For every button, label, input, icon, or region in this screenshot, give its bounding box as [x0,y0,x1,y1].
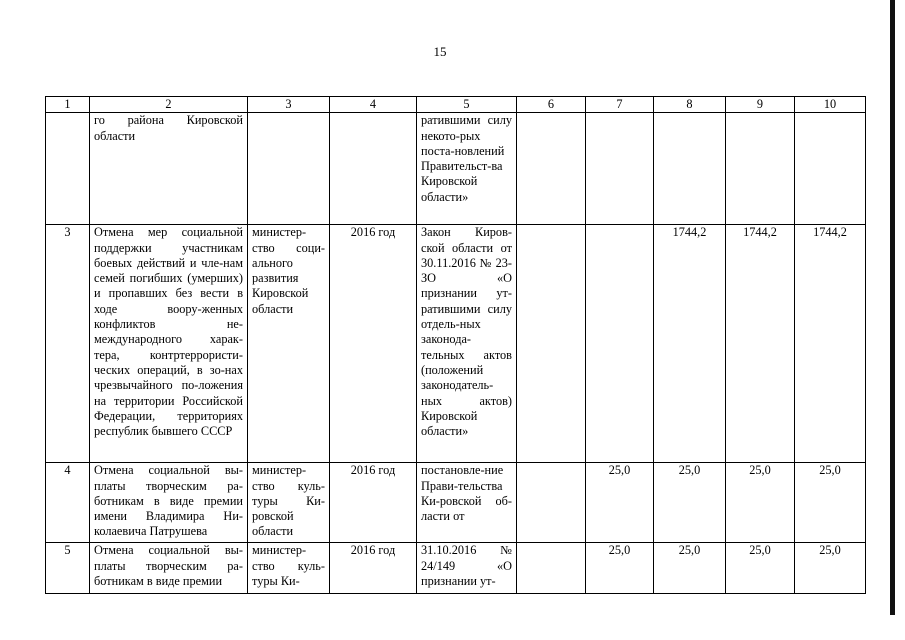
responsible-body-text: министер-ство куль-туры Ки- [252,543,325,588]
value-col6 [517,543,586,594]
header-cell: 4 [330,97,417,113]
value-col6 [517,225,586,463]
header-cell: 9 [726,97,795,113]
table-row [46,543,866,594]
table-row [46,225,866,463]
deadline: 2016 год [330,463,417,543]
value-col10-text: 25,0 [819,543,841,558]
value-col7-text: 25,0 [608,543,631,558]
table-row [46,113,866,225]
value-col7 [586,113,654,225]
value-col8: 1744,2 [654,225,726,463]
responsible-body: министер-ство куль-туры Ки-ровской области [248,463,330,543]
value-col7 [586,225,654,463]
value-col8 [654,543,726,594]
value-col10: 1744,2 [795,225,866,463]
value-col7: 25,0 [586,463,654,543]
page-number: 15 [433,44,447,59]
value-col8-text: 25,0 [678,543,701,558]
value-col8 [654,113,726,225]
measure-name: Отмена социальной вы-платы творческим ра-ботникам в виде премии имени Владимира Ни-колаевича Патрушева [90,463,248,543]
responsible-body [248,543,330,594]
value-col10: 25,0 [795,463,866,543]
responsible-body: министер-ство соци-ального развития Кировской области [248,225,330,463]
value-col9 [726,543,795,594]
row-number: 3 [46,225,90,463]
value-col9 [726,113,795,225]
scan-edge-bar [890,0,895,615]
value-col9-text: 25,0 [749,543,771,558]
measure-name: Отмена мер социальной поддержки участникам боевых действий и чле-нам семей погибших (умерших) и пропавших без вести в ходе воору-женных конфликтов не-международного харак-тера, контртеррористи-ческих операций, в зо-нах чрезвычайного по-ложения на территории Российской Федерации, территориях республик бывшего СССР [90,225,248,463]
legal-act: постановле-ние Прави-тельства Ки-ровской об-ласти от [417,463,517,543]
header-cell: 8 [654,97,726,113]
deadline: 2016 год [330,225,417,463]
value-col8: 25,0 [654,463,726,543]
value-col10 [795,113,866,225]
header-cell: 5 [417,97,517,113]
header-cell: 1 [46,97,90,113]
responsible-body [248,113,330,225]
deadline [330,113,417,225]
value-col9: 1744,2 [726,225,795,463]
value-col6 [517,113,586,225]
measures-table [45,96,866,594]
header-cell: 10 [795,97,866,113]
header-row [46,97,866,113]
value-col6 [517,463,586,543]
table-row [46,463,866,543]
measure-name [90,543,248,594]
measure-name: го района Кировской области [90,113,248,225]
row-number-text: 5 [64,543,71,558]
header-cell: 7 [586,97,654,113]
legal-act: ратившими силу некото-рых поста-новлений Правительст-ва Кировской области» [417,113,517,225]
legal-act [417,543,517,594]
deadline [330,543,417,594]
legal-act: Закон Киров-ской области от 30.11.2016 № 23-ЗО «О признании ут-ратившими силу отдель-ных законода-тельных актов (положений законодатель-ных актов) Кировской области» [417,225,517,463]
header-cell: 3 [248,97,330,113]
measure-name-text: Отмена социальной вы-платы творческим ра-ботникам в виде премии [94,543,243,588]
row-number [46,113,90,225]
legal-act-text: 31.10.2016 № 24/149 «О признании ут- [421,543,512,588]
deadline-text: 2016 год [350,543,396,558]
header-cell: 2 [90,97,248,113]
row-number [46,543,90,594]
value-col10 [795,543,866,594]
value-col9: 25,0 [726,463,795,543]
value-col7 [586,543,654,594]
row-number: 4 [46,463,90,543]
header-cell: 6 [517,97,586,113]
value-col6-text [521,543,581,593]
